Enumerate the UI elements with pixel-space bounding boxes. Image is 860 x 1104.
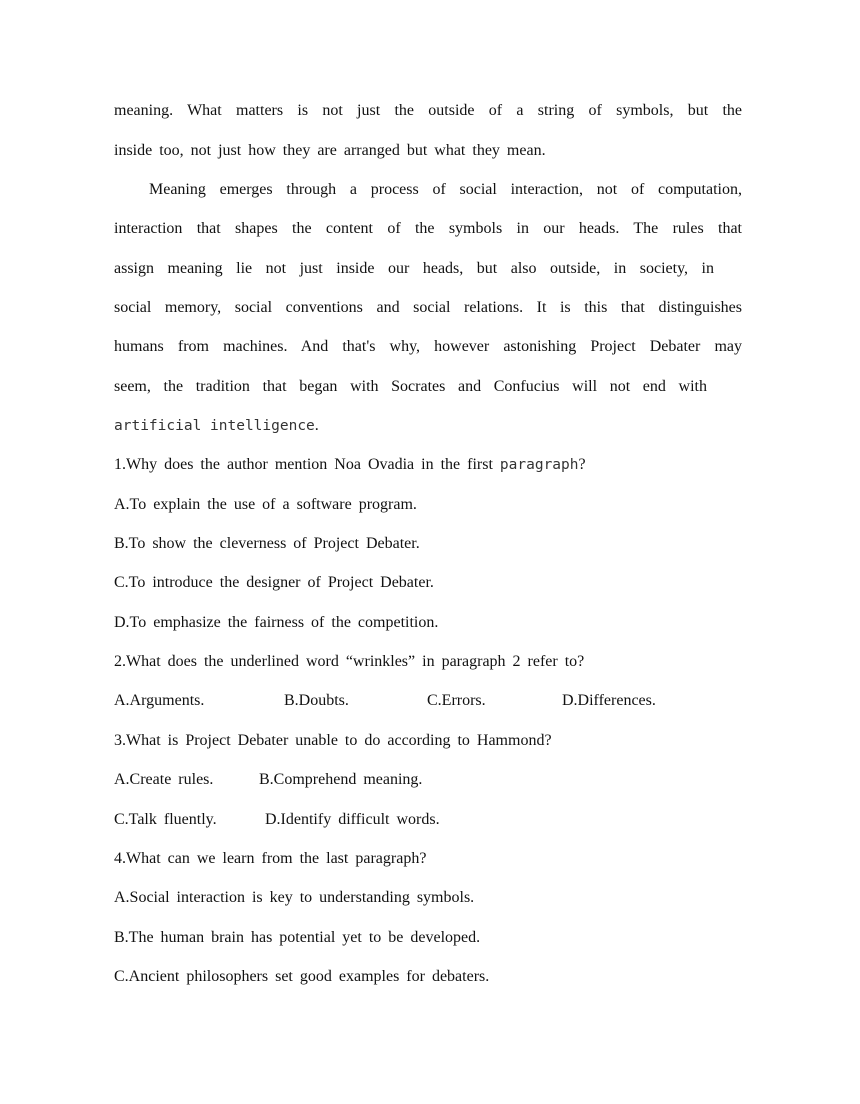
question-3-options-row-2 [0, 808, 860, 832]
passage-line: seem, the tradition that began with Socrates and Confucius will not end with [114, 378, 707, 395]
passage-final-punct: . [314, 417, 319, 434]
question-4-option-c: C.Ancient philosophers set good examples for debaters. [114, 968, 490, 985]
question-3-option-d: D.Identify difficult words. [265, 811, 440, 828]
question-4-option-a: A.Social interaction is key to understanding symbols. [114, 889, 475, 906]
question-2-option-d: D.Differences. [562, 692, 656, 709]
question-2-prompt: 2.What does the underlined word “wrinkles” in paragraph 2 refer to? [114, 653, 585, 670]
passage-line: inside too, not just how they are arranged but what they mean. [114, 142, 546, 159]
question-3-option-a: A.Create rules. [114, 771, 214, 788]
question-1-option-b: B.To show the cleverness of Project Debater. [114, 535, 420, 552]
passage-last-line [114, 414, 319, 438]
question-1-option-c: C.To introduce the designer of Project Debater. [114, 574, 434, 591]
question-3-prompt: 3.What is Project Debater unable to do according to Hammond? [114, 732, 552, 749]
question-1-option-a: A.To explain the use of a software program. [114, 496, 417, 513]
question-2-option-c: C.Errors. [427, 692, 486, 709]
question-3-option-b: B.Comprehend meaning. [259, 771, 423, 788]
passage-final-term: artificial intelligence [114, 418, 315, 434]
passage-line: interaction that shapes the content of the symbols in our heads. The rules that [114, 220, 742, 237]
question-2-option-a: A.Arguments. [114, 692, 205, 709]
question-1-term: paragraph [499, 457, 579, 473]
passage-line: assign meaning lie not just inside our heads, but also outside, in society, in [114, 260, 714, 277]
question-4-option-b: B.The human brain has potential yet to be developed. [114, 929, 481, 946]
passage-line: meaning. What matters is not just the outside of a string of symbols, but the [114, 102, 742, 119]
question-2-options [0, 689, 860, 713]
question-3-option-c: C.Talk fluently. [114, 811, 217, 828]
question-2-option-b: B.Doubts. [284, 692, 349, 709]
question-3-options-row-1 [0, 768, 860, 792]
question-1-prompt [114, 453, 586, 477]
passage-line: social memory, social conventions and social relations. It is this that distinguishes [114, 299, 742, 316]
question-1-option-d: D.To emphasize the fairness of the competition. [114, 614, 439, 631]
question-1-mark: ? [578, 456, 586, 473]
passage-paragraph-start: Meaning emerges through a process of social interaction, not of computation, [149, 181, 742, 198]
passage-line: humans from machines. And that's why, however astonishing Project Debater may [114, 338, 742, 355]
question-4-prompt: 4.What can we learn from the last paragraph? [114, 850, 427, 867]
question-1-text: 1.Why does the author mention Noa Ovadia in the first [114, 456, 500, 473]
